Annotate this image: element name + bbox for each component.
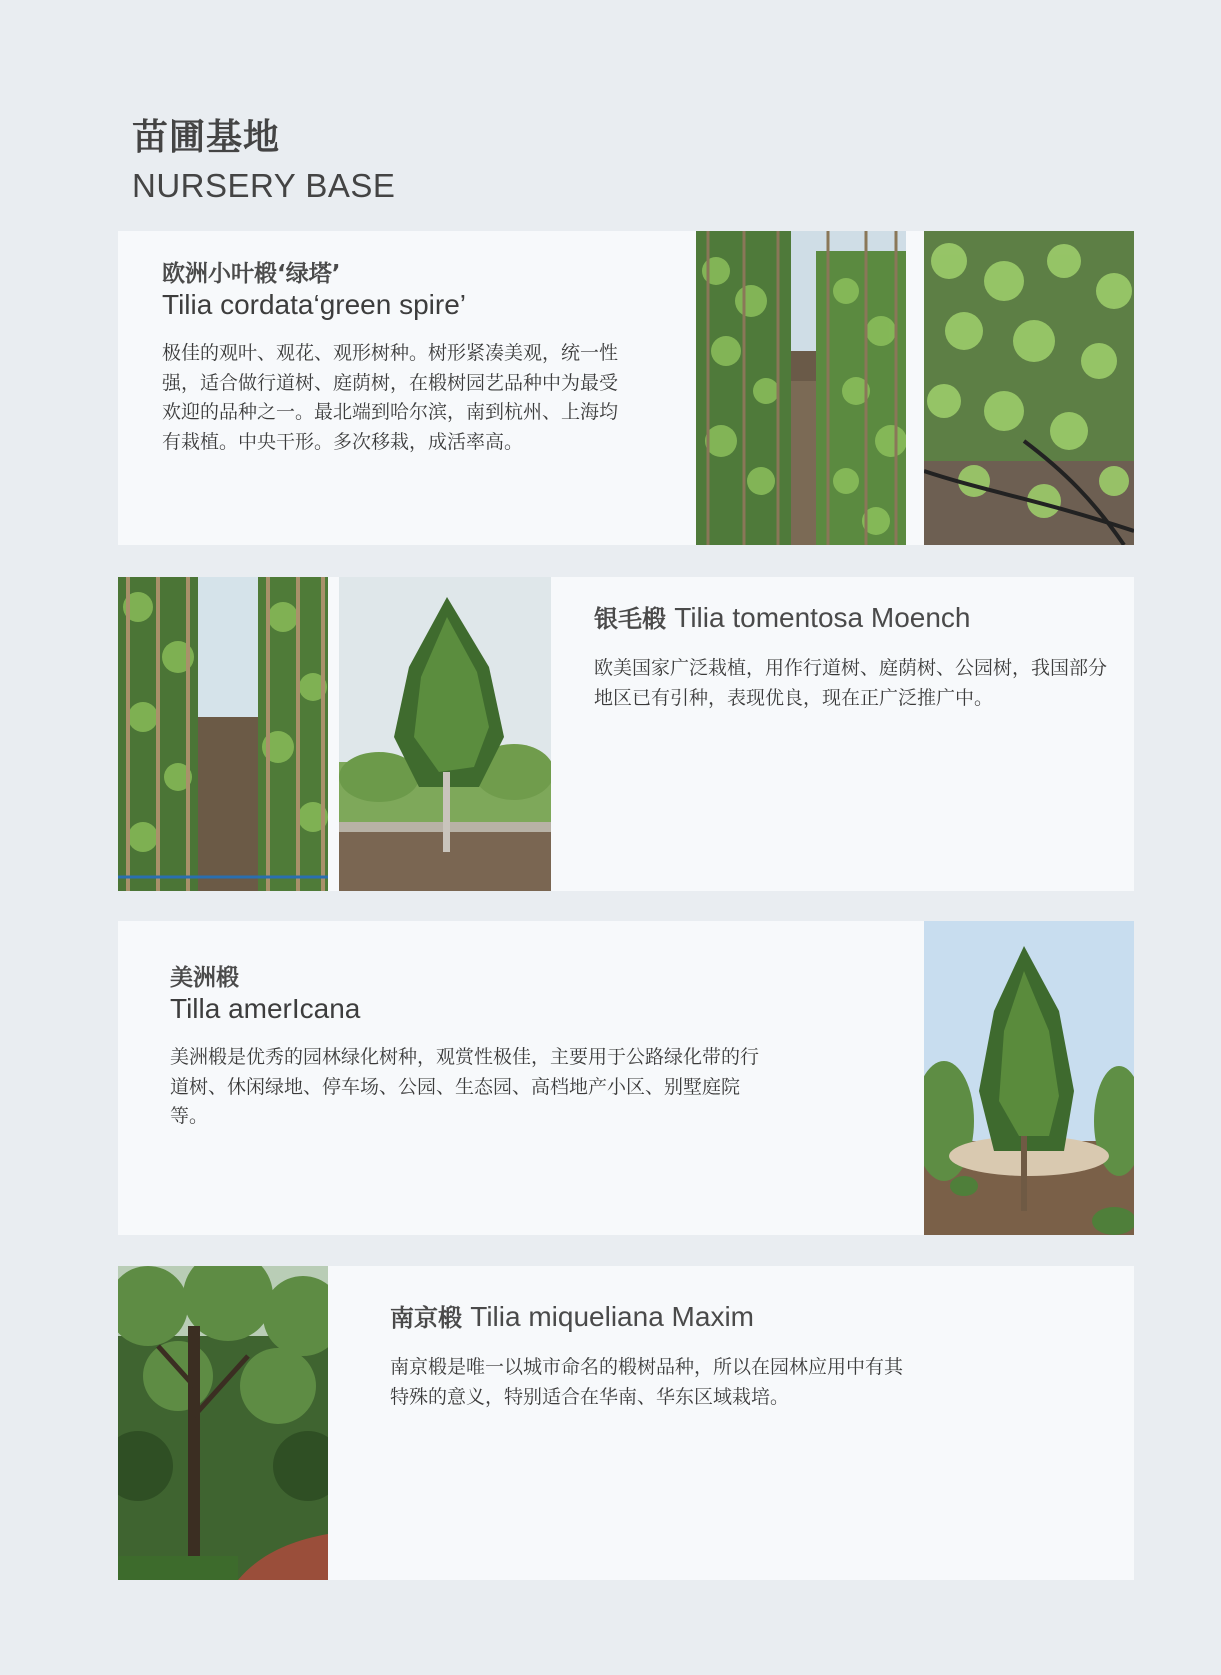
nanjing-linden-photo bbox=[118, 1266, 328, 1580]
page-header bbox=[132, 116, 395, 206]
species-card-tilia-cordata bbox=[118, 231, 1134, 545]
nursery-row-photo bbox=[696, 231, 906, 545]
species-description: 极佳的观叶、观花、观形树种。树形紧凑美观，统一性强，适合做行道树、庭荫树，在椴树园艺品种中为最受欢迎的品种之一。最北端到哈尔滨，南到杭州、上海均有栽植。中央干形。多次移栽，成活率高。 bbox=[162, 342, 619, 453]
species-card-tilia-americana bbox=[118, 921, 1134, 1235]
species-name-en: Tilla amerIcana bbox=[170, 993, 361, 1024]
single-tree-photo bbox=[339, 577, 551, 891]
species-card-tilia-tomentosa bbox=[118, 577, 1134, 891]
species-card-tilia-miqueliana bbox=[118, 1266, 1134, 1580]
species-name-en: Tilia miqueliana Maxim bbox=[470, 1301, 754, 1332]
species-name-cn: 欧洲小叶椴‘绿塔’ bbox=[162, 261, 341, 287]
staked-row-photo bbox=[118, 577, 328, 891]
species-name bbox=[390, 1300, 910, 1335]
seedling-closeup-photo bbox=[924, 231, 1134, 545]
species-name-en: Tilia tomentosa Moench bbox=[674, 602, 971, 633]
page-title-en: NURSERY BASE bbox=[132, 167, 396, 204]
american-linden-photo bbox=[924, 921, 1134, 1235]
species-name bbox=[594, 601, 1114, 636]
species-name-cn: 南京椴 bbox=[390, 1304, 462, 1332]
species-description: 南京椴是唯一以城市命名的椴树品种，所以在园林应用中有其特殊的意义，特别适合在华南、华东区域栽培。 bbox=[390, 1356, 904, 1408]
species-name-cn: 美洲椴 bbox=[170, 965, 239, 991]
page-title-cn: 苗圃基地 bbox=[132, 117, 281, 158]
species-description: 美洲椴是优秀的园林绿化树种，观赏性极佳，主要用于公路绿化带的行道树、休闲绿地、停车场、公园、生态园、高档地产小区、别墅庭院等。 bbox=[170, 1046, 760, 1127]
species-description: 欧美国家广泛栽植，用作行道树、庭荫树、公园树，我国部分地区已有引种，表现优良，现在正广泛推广中。 bbox=[594, 657, 1108, 709]
species-name-en: Tilia cordata‘green spire’ bbox=[162, 289, 466, 320]
species-name-cn: 银毛椴 bbox=[594, 605, 666, 633]
